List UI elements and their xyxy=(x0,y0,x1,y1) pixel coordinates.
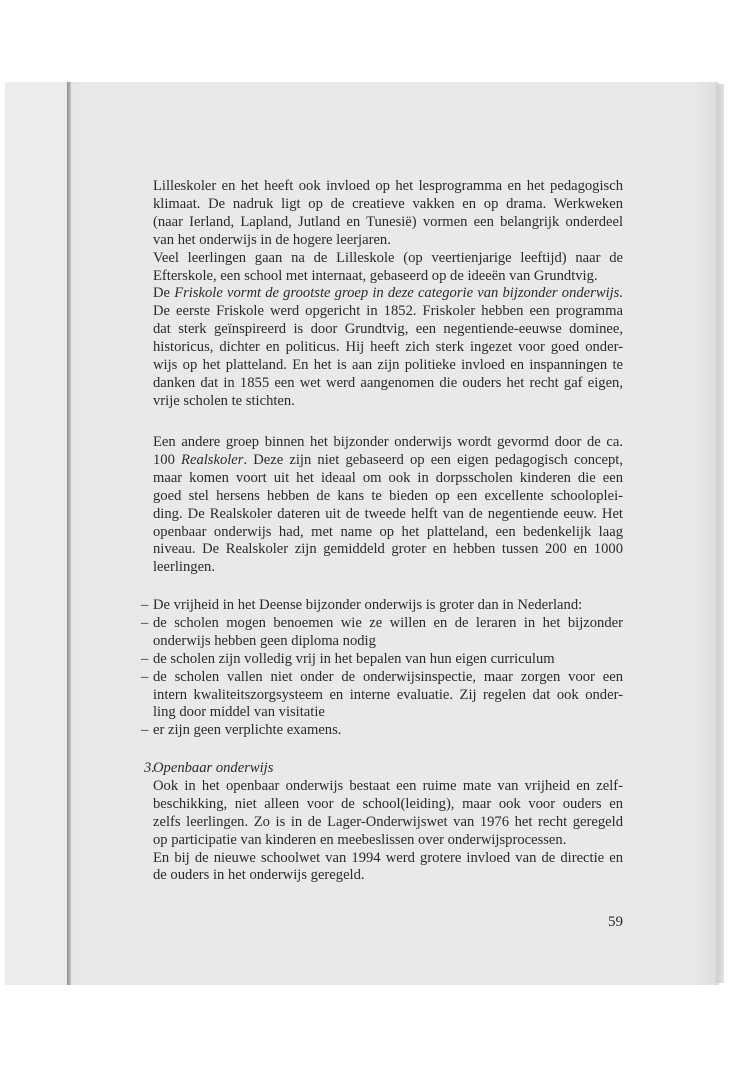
text-line: zelfs leerlingen. Zo is in de Lager-Onderwijswet van 1976 het recht geregeld xyxy=(153,813,623,830)
text-line: (naar Ierland, Lapland, Jutland en Tunesië) vormen een belangrijk onderdeel xyxy=(153,213,623,230)
text-run: vrije scholen te stichten. xyxy=(153,392,295,409)
list-item-line: de scholen vallen niet onder de onderwijsinspectie, maar zorgen voor een xyxy=(153,668,623,685)
text-run: . Deze zijn niet gebaseerd op een eigen pedagogisch concept, xyxy=(243,451,623,468)
text-run: de ouders in het onderwijs geregeld. xyxy=(153,867,365,884)
list-item-line: ling door middel van visitatie xyxy=(153,704,325,721)
text-line: dat sterk geïnspireerd is door Grundtvig, een negentiende-eeuwse dominee, xyxy=(153,321,623,338)
page-number: 59 xyxy=(608,914,623,930)
text-line: historicus, dichter en politicus. Hij heeft zich sterk ingezet voor goed onder- xyxy=(153,339,623,356)
section-number: 3. xyxy=(144,760,155,776)
page-stack-edge xyxy=(716,84,724,983)
text-line: klimaat. De nadruk ligt op de creatieve vakken en op drama. Werkweken xyxy=(153,195,623,212)
list-bullet: – xyxy=(141,668,149,685)
italic-term: Friskole vormt de grootste groep in deze categorie van bijzonder onderwijs. xyxy=(174,285,624,302)
list-bullet: – xyxy=(141,650,149,667)
text-line: ding. De Realskoler dateren uit de tweede helft van de negentiende eeuw. Het xyxy=(153,505,623,522)
text-run: Efterskole, een school met internaat, gebaseerd op de ideeën van Grundtvig. xyxy=(153,267,598,284)
text-run: De xyxy=(153,285,175,302)
text-line: niveau. De Realskoler zijn gemiddeld groter en hebben tussen 200 en 1000 xyxy=(153,541,623,558)
text-run: leerlingen. xyxy=(153,559,215,576)
list-item-line: De vrijheid in het Deense bijzonder onderwijs is groter dan in Nederland: xyxy=(153,597,583,613)
section-heading: Openbaar onderwijs xyxy=(153,760,274,776)
text-line xyxy=(153,284,623,302)
text-line: Ook in het openbaar onderwijs bestaat een ruime mate van vrijheid en zelf- xyxy=(153,777,623,794)
list-item-line: er zijn geen verplichte examens. xyxy=(153,722,342,739)
list-item-line: de scholen zijn volledig vrij in het bepalen van hun eigen curriculum xyxy=(153,650,555,667)
text-line: beschikking, niet alleen voor de school(leiding), maar ook voor ouders en xyxy=(153,795,623,812)
text-line xyxy=(153,392,623,410)
list-item-line: onderwijs hebben geen diploma nodig xyxy=(153,632,376,649)
text-run: 100 xyxy=(153,451,182,468)
list-item-line: intern kwaliteitszorgsysteem en interne evaluatie. Zij regelen dat ook onder- xyxy=(153,686,623,703)
text-line xyxy=(153,831,623,849)
list-bullet: – xyxy=(141,614,149,631)
text-line: Een andere groep binnen het bijzonder onderwijs wordt gevormd door de ca. xyxy=(153,434,623,450)
facing-page-edge xyxy=(5,82,67,985)
text-line xyxy=(153,558,623,576)
text-line xyxy=(153,866,623,884)
text-line xyxy=(153,231,623,249)
text-line xyxy=(153,267,623,285)
list-bullet: – xyxy=(141,597,149,613)
text-line: Lilleskoler en het heeft ook invloed op het lesprogramma en het pedagogisch xyxy=(153,178,623,194)
page-spine-shadow xyxy=(67,82,71,985)
text-line: De eerste Friskole werd opgericht in 1852. Friskoler hebben een programma xyxy=(153,303,623,320)
text-line: maar komen voort uit het ideaal om ook in dorpsscholen kinderen die een xyxy=(153,469,623,486)
text-line: En bij de nieuwe schoolwet van 1994 werd grotere invloed van de directie en xyxy=(153,849,623,866)
italic-term: Realskoler xyxy=(181,451,244,468)
text-line: danken dat in 1855 een wet werd aangenomen die ouders het recht gaf eigen, xyxy=(153,374,623,391)
text-line: goed stel hersens hebben de kans te bieden op een excellente schooloplei- xyxy=(153,487,623,504)
text-run: van het onderwijs in de hogere leerjaren. xyxy=(153,231,391,248)
list-item-line: de scholen mogen benoemen wie ze willen en de leraren in het bijzonder xyxy=(153,614,623,631)
text-line: openbaar onderwijs had, met name op het platteland, een bedenkelijk laag xyxy=(153,523,623,540)
text-line xyxy=(153,451,623,469)
list-bullet: – xyxy=(141,722,149,739)
text-run: op participatie van kinderen en meebeslissen over onderwijsprocessen. xyxy=(153,831,567,848)
text-line: Veel leerlingen gaan na de Lilleskole (op veertienjarige leeftijd) naar de xyxy=(153,249,623,266)
text-line: wijs op het platteland. En het is aan zijn politieke invloed en inspanningen te xyxy=(153,357,623,373)
